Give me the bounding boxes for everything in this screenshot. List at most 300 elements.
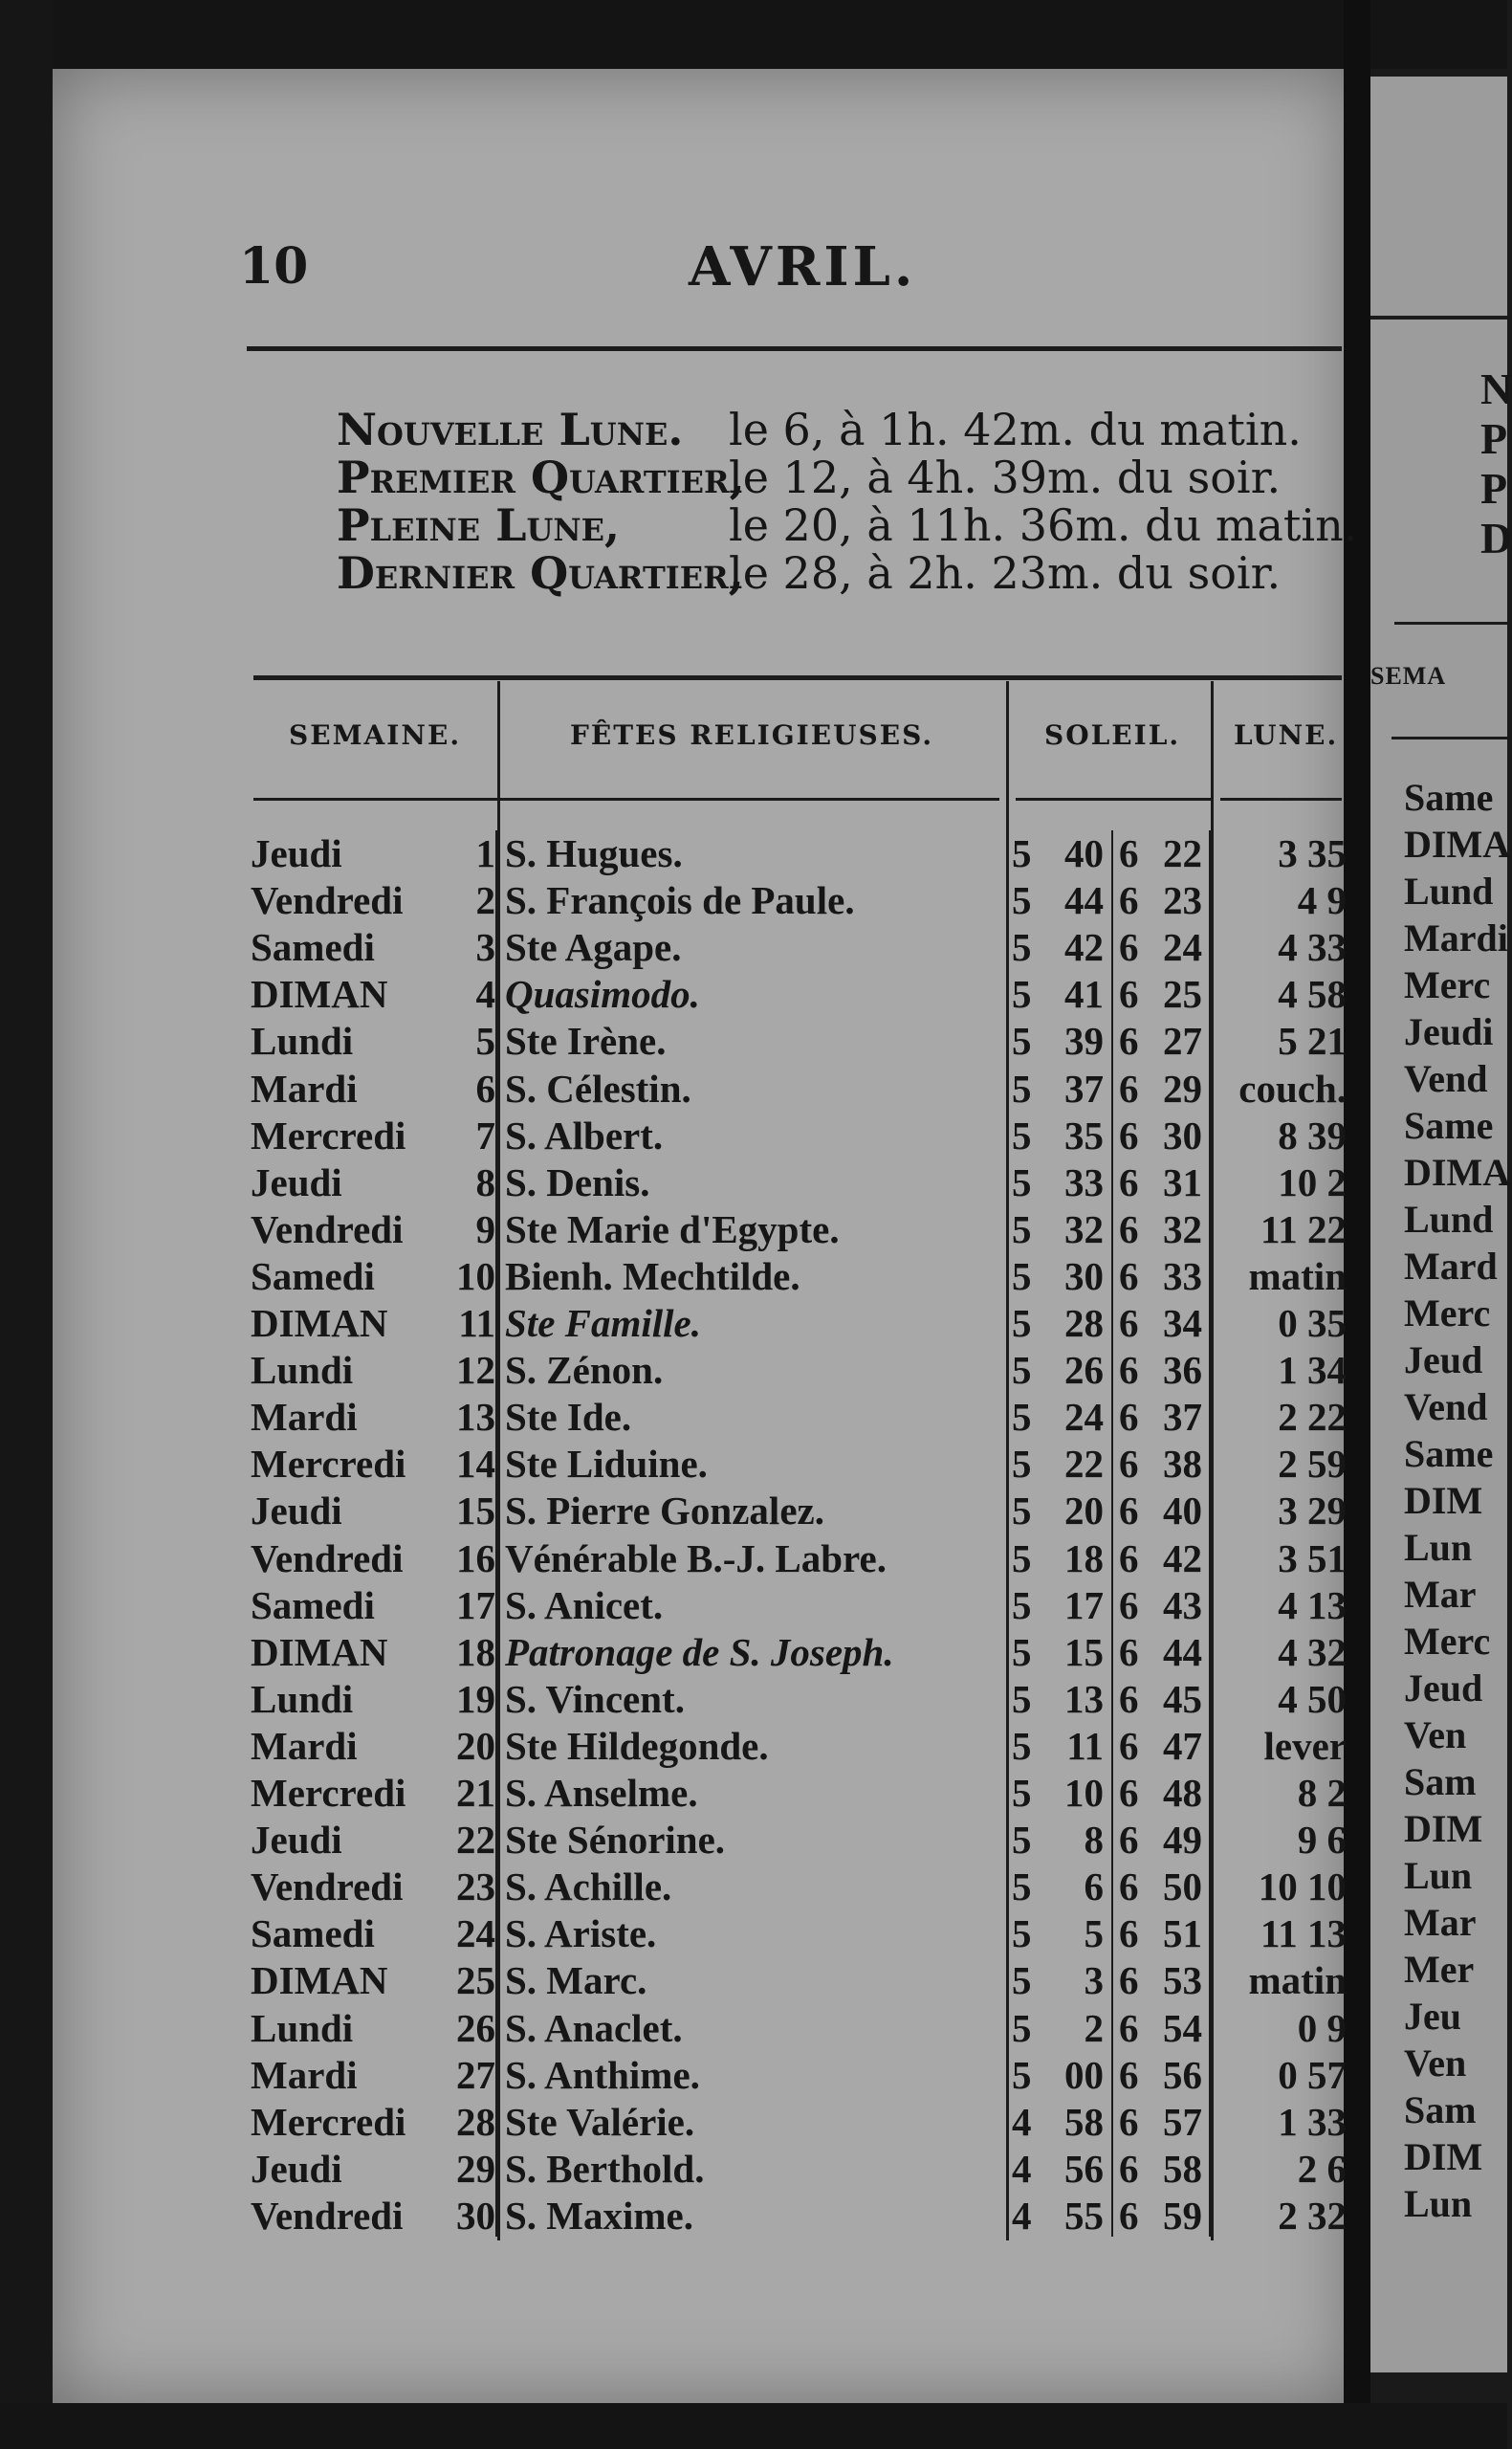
day-number: 3	[475, 925, 495, 970]
sunset-hour: 6	[1119, 1535, 1139, 1580]
feast-name: Ste Marie d'Egypte.	[505, 1206, 840, 1251]
next-page-day-fragment: Mar	[1404, 1901, 1477, 1944]
feast-name: S. Vincent.	[505, 1676, 685, 1721]
feast-name: S. Ariste.	[505, 1911, 657, 1956]
feast-name: S. Anthime.	[505, 2052, 700, 2097]
next-page-day-fragment: Lun	[1404, 2182, 1473, 2225]
day-name: Samedi	[251, 1911, 375, 1956]
sunset-minute: 29	[1163, 1066, 1202, 1111]
day-name: Jeudi	[251, 1489, 342, 1533]
feast-name: S. Anselme.	[505, 1771, 698, 1815]
moon-time: 4 50	[1278, 1676, 1347, 1721]
day-number: 23	[456, 1864, 495, 1909]
table-row	[0, 1910, 1358, 1957]
next-page-day-fragment: Lun	[1404, 1526, 1473, 1569]
moon-time: 5 21	[1278, 1019, 1347, 1064]
sunset-minute: 25	[1163, 972, 1202, 1017]
moon-time: 10 10	[1258, 1864, 1347, 1909]
sunrise-minute: 18	[1064, 1535, 1104, 1580]
moon-time: 9 6	[1297, 1818, 1347, 1863]
moon-phase-date: le 28, à 2h. 23m. du soir.	[729, 547, 1282, 599]
table-top-rule	[253, 675, 1342, 680]
sunset-minute: 32	[1163, 1206, 1202, 1251]
moon-time: couch.	[1238, 1066, 1347, 1111]
sunrise-hour: 5	[1012, 831, 1032, 875]
sunrise-hour: 5	[1012, 1019, 1032, 1064]
day-number: 1	[475, 831, 495, 875]
sunset-minute: 53	[1163, 1958, 1202, 2003]
sunrise-hour: 5	[1012, 1818, 1032, 1863]
moon-time: matin	[1248, 1253, 1347, 1298]
next-page-day-fragment: Ven	[1404, 1713, 1467, 1756]
table-row	[0, 1957, 1358, 2004]
sunset-minute: 50	[1163, 1864, 1202, 1909]
table-row	[0, 830, 1358, 877]
day-number: 11	[458, 1301, 495, 1345]
day-number: 19	[456, 1676, 495, 1721]
sunset-hour: 6	[1119, 2052, 1139, 2097]
page-number: 10	[239, 237, 309, 296]
moon-time: 4 58	[1278, 972, 1347, 1017]
moon-phase-name: Nouvelle Lune.	[337, 404, 684, 455]
table-row	[0, 2193, 1358, 2239]
day-name: Jeudi	[251, 2146, 342, 2191]
next-page-day-fragment: DIM	[1404, 2135, 1483, 2178]
next-page-top-rule	[1370, 316, 1507, 320]
feast-name: Ste Hildegonde.	[505, 1723, 769, 1768]
sunset-hour: 6	[1119, 1066, 1139, 1111]
table-row	[0, 1253, 1358, 1300]
sunset-minute: 58	[1163, 2146, 1202, 2191]
table-row	[0, 1347, 1358, 1394]
sunset-hour: 6	[1119, 1864, 1139, 1909]
next-page-day-fragment: Jeudi	[1404, 1010, 1494, 1053]
moon-time: 2 32	[1278, 2193, 1347, 2238]
next-page-day-fragment: Lun	[1404, 1854, 1473, 1897]
sunset-hour: 6	[1119, 1442, 1139, 1487]
sunrise-minute: 35	[1064, 1113, 1104, 1158]
table-row	[0, 1770, 1358, 1817]
moon-time: matin	[1248, 1958, 1347, 2003]
day-number: 29	[456, 2146, 495, 2191]
feast-name: S. Zénon.	[505, 1348, 664, 1393]
day-number: 18	[456, 1629, 495, 1674]
next-page-day-fragment: Same	[1404, 1432, 1494, 1475]
next-page-day-fragment: Jeud	[1404, 1666, 1483, 1710]
table-row	[0, 1676, 1358, 1723]
sunrise-minute: 56	[1064, 2146, 1104, 2191]
sunrise-minute: 26	[1064, 1348, 1104, 1393]
day-name: Mercredi	[251, 1113, 406, 1158]
table-row	[0, 877, 1358, 924]
next-page-day-fragment: Jeu	[1404, 1995, 1461, 2038]
sunrise-minute: 55	[1064, 2193, 1104, 2238]
table-row	[0, 2005, 1358, 2052]
sunset-hour: 6	[1119, 1159, 1139, 1204]
next-page-day-fragment: Same	[1404, 1104, 1494, 1147]
day-number: 17	[456, 1582, 495, 1627]
table-row	[0, 1817, 1358, 1864]
next-page-day-fragment: DIMA	[1404, 823, 1511, 866]
sunset-hour: 6	[1119, 2146, 1139, 2191]
table-row	[0, 1441, 1358, 1488]
sunset-minute: 44	[1163, 1629, 1202, 1674]
sunrise-minute: 8	[1084, 1818, 1104, 1863]
sunrise-minute: 40	[1064, 831, 1104, 875]
sunset-hour: 6	[1119, 1676, 1139, 1721]
moon-time: 3 29	[1278, 1489, 1347, 1533]
next-page-day-fragment: Vend	[1404, 1385, 1488, 1428]
sunset-minute: 54	[1163, 2005, 1202, 2050]
day-name: Samedi	[251, 1582, 375, 1627]
sunrise-minute: 32	[1064, 1206, 1104, 1251]
sunrise-minute: 22	[1064, 1442, 1104, 1487]
sunrise-hour: 5	[1012, 1535, 1032, 1580]
moon-time: 10 2	[1278, 1159, 1347, 1204]
day-name: Jeudi	[251, 1818, 342, 1863]
sunset-hour: 6	[1119, 1113, 1139, 1158]
sunset-minute: 42	[1163, 1535, 1202, 1580]
sunrise-minute: 2	[1084, 2005, 1104, 2050]
sunrise-minute: 44	[1064, 878, 1104, 923]
feast-name: S. Berthold.	[505, 2146, 705, 2191]
sunrise-hour: 5	[1012, 1723, 1032, 1768]
moon-phase-name: Pleine Lune,	[337, 499, 621, 551]
moon-time: 4 9	[1297, 878, 1347, 923]
header-soleil: SOLEIL.	[1044, 719, 1181, 751]
feast-name: Vénérable B.-J. Labre.	[505, 1535, 887, 1580]
feast-name: S. Maxime.	[505, 2193, 693, 2238]
feast-name: S. Albert.	[505, 1113, 664, 1158]
sunrise-minute: 11	[1066, 1723, 1104, 1768]
sunset-minute: 40	[1163, 1489, 1202, 1533]
sunrise-minute: 20	[1064, 1489, 1104, 1533]
day-number: 30	[456, 2193, 495, 2238]
sunset-hour: 6	[1119, 831, 1139, 875]
day-name: Vendredi	[251, 1864, 404, 1909]
day-name: Mardi	[251, 1395, 358, 1440]
sunset-minute: 43	[1163, 1582, 1202, 1627]
feast-name: S. Pierre Gonzalez.	[505, 1489, 824, 1533]
feast-name: S. Hugues.	[505, 831, 683, 875]
sunrise-minute: 39	[1064, 1019, 1104, 1064]
table-row	[0, 1864, 1358, 1910]
next-page-day-fragment: DIM	[1404, 1479, 1483, 1522]
sunrise-hour: 4	[1012, 2193, 1032, 2238]
table-row	[0, 1488, 1358, 1534]
sunset-hour: 6	[1119, 2005, 1139, 2050]
sunset-hour: 6	[1119, 1582, 1139, 1627]
day-name: Mardi	[251, 2052, 358, 2097]
sunset-minute: 24	[1163, 925, 1202, 970]
sunset-hour: 6	[1119, 1348, 1139, 1393]
day-name: Samedi	[251, 1253, 375, 1298]
sunset-hour: 6	[1119, 2099, 1139, 2144]
sunrise-minute: 28	[1064, 1301, 1104, 1345]
moon-phase-name: Dernier Quartier,	[337, 547, 744, 599]
sunset-minute: 57	[1163, 2099, 1202, 2144]
day-number: 28	[456, 2099, 495, 2144]
sunset-hour: 6	[1119, 1301, 1139, 1345]
sunset-minute: 22	[1163, 831, 1202, 875]
day-number: 4	[475, 972, 495, 1017]
moon-time: 3 35	[1278, 831, 1347, 875]
next-page-day-fragment: DIM	[1404, 1807, 1483, 1850]
header-rule	[247, 346, 1342, 351]
sunrise-hour: 5	[1012, 1159, 1032, 1204]
table-row	[0, 1582, 1358, 1629]
sunset-hour: 6	[1119, 1958, 1139, 2003]
sunset-minute: 30	[1163, 1113, 1202, 1158]
sunrise-hour: 5	[1012, 1864, 1032, 1909]
day-name: Vendredi	[251, 1535, 404, 1580]
sunrise-hour: 4	[1012, 2146, 1032, 2191]
sunrise-minute: 33	[1064, 1159, 1104, 1204]
sunset-hour: 6	[1119, 925, 1139, 970]
sunset-minute: 27	[1163, 1019, 1202, 1064]
sunrise-minute: 37	[1064, 1066, 1104, 1111]
day-number: 7	[475, 1113, 495, 1158]
feast-name: Ste Liduine.	[505, 1442, 708, 1487]
moon-time: 0 9	[1297, 2005, 1347, 2050]
sunrise-hour: 5	[1012, 1489, 1032, 1533]
sunset-hour: 6	[1119, 1818, 1139, 1863]
day-number: 9	[475, 1206, 495, 1251]
day-number: 22	[456, 1818, 495, 1863]
sunset-minute: 48	[1163, 1771, 1202, 1815]
day-number: 21	[456, 1771, 495, 1815]
day-name: Jeudi	[251, 1159, 342, 1204]
sunset-hour: 6	[1119, 878, 1139, 923]
day-name: Mardi	[251, 1066, 358, 1111]
sunrise-minute: 13	[1064, 1676, 1104, 1721]
scan-bottom-edge	[0, 2403, 1507, 2449]
day-number: 25	[456, 1958, 495, 2003]
day-name: Vendredi	[251, 878, 404, 923]
sunset-minute: 31	[1163, 1159, 1202, 1204]
sunrise-hour: 5	[1012, 1958, 1032, 2003]
sunset-hour: 6	[1119, 1253, 1139, 1298]
day-number: 12	[456, 1348, 495, 1393]
day-name: Samedi	[251, 925, 375, 970]
sunrise-hour: 5	[1012, 878, 1032, 923]
sunset-hour: 6	[1119, 1911, 1139, 1956]
feast-name: Ste Famille.	[505, 1301, 701, 1345]
table-row	[0, 1394, 1358, 1441]
sunrise-minute: 24	[1064, 1395, 1104, 1440]
table-row	[0, 1159, 1358, 1206]
next-page-rule	[1391, 737, 1507, 739]
day-name: Lundi	[251, 1676, 354, 1721]
next-page-day-fragment: Merc	[1404, 1291, 1491, 1335]
feast-name: Ste Valérie.	[505, 2099, 695, 2144]
next-page-rule-2	[1394, 622, 1507, 625]
moon-time: 4 13	[1278, 1582, 1347, 1627]
sunrise-hour: 5	[1012, 1395, 1032, 1440]
next-page-header-fragment: SEMA	[1370, 662, 1447, 690]
feast-name: Ste Agape.	[505, 925, 682, 970]
moon-time: 0 57	[1278, 2052, 1347, 2097]
sunrise-hour: 5	[1012, 1676, 1032, 1721]
sunrise-hour: 5	[1012, 2052, 1032, 2097]
feast-name: S. Anicet.	[505, 1582, 664, 1627]
table-row	[0, 1723, 1358, 1770]
moon-time: 8 2	[1297, 1771, 1347, 1815]
sunrise-hour: 4	[1012, 2099, 1032, 2144]
header-under-rule-lune	[1220, 798, 1342, 801]
moon-time: 2 6	[1297, 2146, 1347, 2191]
header-fetes: FÊTES RELIGIEUSES.	[570, 719, 934, 751]
sunset-hour: 6	[1119, 1395, 1139, 1440]
table-row	[0, 1206, 1358, 1253]
moon-phase-name: Premier Quartier,	[337, 452, 745, 503]
sunrise-hour: 5	[1012, 1066, 1032, 1111]
sunset-hour: 6	[1119, 2193, 1139, 2238]
moon-time: 1 34	[1278, 1348, 1347, 1393]
table-row	[0, 2146, 1358, 2193]
sunrise-minute: 00	[1064, 2052, 1104, 2097]
next-page-fragment	[1370, 77, 1512, 2372]
sunset-hour: 6	[1119, 1206, 1139, 1251]
next-page-day-fragment: Mar	[1404, 1573, 1477, 1616]
sunset-minute: 56	[1163, 2052, 1202, 2097]
feast-name: Ste Sénorine.	[505, 1818, 726, 1863]
sunset-hour: 6	[1119, 1723, 1139, 1768]
day-name: Lundi	[251, 1019, 354, 1064]
sunrise-minute: 15	[1064, 1629, 1104, 1674]
sunrise-hour: 5	[1012, 1113, 1032, 1158]
feast-name: S. Anaclet.	[505, 2005, 683, 2050]
month-title: AVRIL.	[689, 235, 917, 298]
next-page-day-fragment: Mardi	[1404, 916, 1508, 960]
next-page-day-fragment: Mard	[1404, 1245, 1498, 1288]
sunset-minute: 45	[1163, 1676, 1202, 1721]
sunrise-hour: 5	[1012, 2005, 1032, 2050]
table-row	[0, 2052, 1358, 2099]
feast-name: Ste Irène.	[505, 1019, 667, 1064]
sunrise-minute: 41	[1064, 972, 1104, 1017]
sunrise-minute: 5	[1084, 1911, 1104, 1956]
sunrise-minute: 17	[1064, 1582, 1104, 1627]
moon-time: 0 35	[1278, 1301, 1347, 1345]
next-page-phase-fragment: P	[1480, 464, 1508, 513]
sunrise-hour: 5	[1012, 1442, 1032, 1487]
sunrise-minute: 58	[1064, 2099, 1104, 2144]
day-number: 8	[475, 1159, 495, 1204]
moon-time: lever	[1263, 1723, 1347, 1768]
next-page-day-fragment: Lund	[1404, 1198, 1494, 1241]
moon-time: 3 51	[1278, 1535, 1347, 1580]
next-page-day-fragment: Mer	[1404, 1948, 1475, 1991]
day-name: Mardi	[251, 1723, 358, 1768]
feast-name: S. Célestin.	[505, 1066, 691, 1111]
day-number: 16	[456, 1535, 495, 1580]
next-page-phase-fragment: D	[1480, 514, 1512, 563]
feast-name: S. Denis.	[505, 1159, 650, 1204]
day-name: Mercredi	[251, 1771, 406, 1815]
sunrise-hour: 5	[1012, 925, 1032, 970]
day-name: DIMAN	[251, 972, 388, 1017]
next-page-day-fragment: Merc	[1404, 1620, 1491, 1663]
sunset-minute: 51	[1163, 1911, 1202, 1956]
next-page-phase-fragment: N	[1480, 364, 1512, 413]
sunrise-minute: 42	[1064, 925, 1104, 970]
sunset-minute: 37	[1163, 1395, 1202, 1440]
feast-name: S. Marc.	[505, 1958, 647, 2003]
sunset-hour: 6	[1119, 972, 1139, 1017]
feast-name: Bienh. Mechtilde.	[505, 1253, 800, 1298]
day-number: 10	[456, 1253, 495, 1298]
sunset-minute: 23	[1163, 878, 1202, 923]
header-lune: LUNE.	[1234, 719, 1339, 751]
moon-time: 4 32	[1278, 1629, 1347, 1674]
feast-name: Patronage de S. Joseph.	[505, 1629, 894, 1674]
table-row	[0, 1629, 1358, 1676]
day-number: 27	[456, 2052, 495, 2097]
sunrise-hour: 5	[1012, 1582, 1032, 1627]
sunrise-hour: 5	[1012, 972, 1032, 1017]
table-row	[0, 1113, 1358, 1159]
next-page-day-fragment: DIMA	[1404, 1151, 1511, 1194]
sunrise-hour: 5	[1012, 1348, 1032, 1393]
sunrise-minute: 30	[1064, 1253, 1104, 1298]
table-row	[0, 924, 1358, 971]
sunset-hour: 6	[1119, 1019, 1139, 1064]
next-page-day-fragment: Jeud	[1404, 1338, 1483, 1381]
header-under-rule-left	[253, 798, 999, 801]
scan-top-edge	[0, 0, 1507, 69]
moon-time: 4 33	[1278, 925, 1347, 970]
day-number: 5	[475, 1019, 495, 1064]
header-semaine: SEMAINE.	[289, 719, 462, 751]
day-name: Jeudi	[251, 831, 342, 875]
sunrise-hour: 5	[1012, 1771, 1032, 1815]
sunset-hour: 6	[1119, 1771, 1139, 1815]
moon-time: 11 13	[1260, 1911, 1347, 1956]
moon-phase-date: le 12, à 4h. 39m. du soir.	[729, 452, 1282, 503]
header-under-rule-soleil	[1016, 798, 1211, 801]
day-number: 24	[456, 1911, 495, 1956]
next-page-day-fragment: Sam	[1404, 1760, 1477, 1803]
day-number: 20	[456, 1723, 495, 1768]
feast-name: Quasimodo.	[505, 972, 700, 1017]
day-number: 26	[456, 2005, 495, 2050]
table-row	[0, 1018, 1358, 1065]
day-number: 14	[456, 1442, 495, 1487]
day-name: DIMAN	[251, 1629, 388, 1674]
day-name: Mercredi	[251, 2099, 406, 2144]
table-row	[0, 1535, 1358, 1582]
day-number: 6	[475, 1066, 495, 1111]
day-name: Lundi	[251, 1348, 354, 1393]
table-row	[0, 1300, 1358, 1347]
moon-phase-date: le 6, à 1h. 42m. du matin.	[729, 404, 1302, 455]
sunset-hour: 6	[1119, 1489, 1139, 1533]
sunset-hour: 6	[1119, 1629, 1139, 1674]
day-number: 13	[456, 1395, 495, 1440]
sunrise-hour: 5	[1012, 1206, 1032, 1251]
next-page-day-fragment: Same	[1404, 776, 1494, 819]
feast-name: S. Achille.	[505, 1864, 672, 1909]
next-page-phase-fragment: P	[1480, 414, 1508, 463]
sunset-minute: 33	[1163, 1253, 1202, 1298]
day-name: Vendredi	[251, 1206, 404, 1251]
sunrise-hour: 5	[1012, 1629, 1032, 1674]
day-number: 2	[475, 878, 495, 923]
next-page-day-fragment: Ven	[1404, 2041, 1467, 2085]
table-row	[0, 1066, 1358, 1113]
sunrise-hour: 5	[1012, 1253, 1032, 1298]
